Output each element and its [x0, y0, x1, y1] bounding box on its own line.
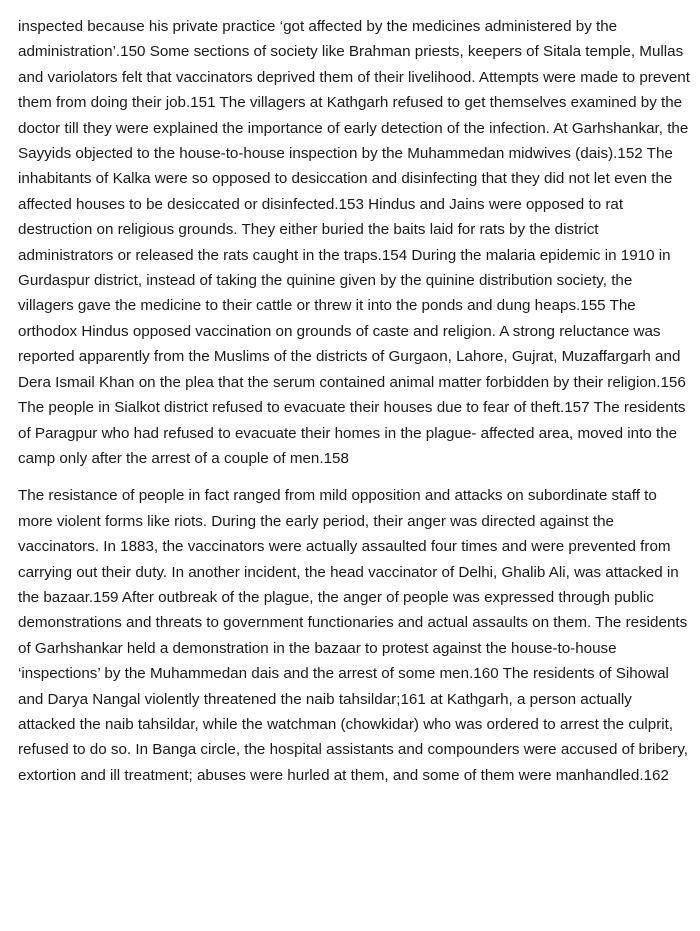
paragraph-1: inspected because his private practice ‘got affected by the medicines administered by the administration’.150 Some sections of society like Brahman priests, keepers of Sitala temple, Mullas and variolators felt that vaccinators deprived them of their livelihood. Attempts were made to prevent them from doing their job.151 The villagers at Kathgarh refused to get themselves examined by the doctor till they were explained the importance of early detection of the infection. At Garhshankar, the Sayyids objected to the house-to-house inspection by the Muhammedan midwives (dais).152 The inhabitants of Kalka were so opposed to desiccation and disinfecting that they did not let even the affected houses to be desiccated or disinfected.153 Hindus and Jains were opposed to rat destruction on religious grounds. They either buried the baits laid for rats by the district administrators or released the rats caught in the traps.154 During the malaria epidemic in 1910 in Gurdaspur district, instead of taking the quinine given by the quinine distribution society, the villagers gave the medicine to their cattle or threw it into the ponds and dung heaps.155 The orthodox Hindus opposed vaccination on grounds of caste and religion. A strong reluctance was reported apparently from the Muslims of the districts of Gurgaon, Lahore, Gujrat, Muzaffargarh and Dera Ismail Khan on the plea that the serum contained animal matter forbidden by their religion.156 The people in Sialkot district refused to evacuate their houses due to fear of theft.157 The residents of Paragpur who had refused to evacuate their homes in the plague- affected area, moved into the camp only after the arrest of a couple of men.158	[18, 18, 690, 467]
document-page	[18, 14, 690, 788]
paragraph-2: The resistance of people in fact ranged from mild opposition and attacks on subordinate staff to more violent forms like riots. During the early period, their anger was directed against the vaccinators. In 1883, the vaccinators were actually assaulted four times and were prevented from carrying out their duty. In another incident, the head vaccinator of Delhi, Ghalib Ali, was attacked in the bazaar.159 After outbreak of the plague, the anger of people was expressed through public demonstrations and threats to government functionaries and actual assaults on them. The residents of Garhshankar held a demonstration in the bazaar to protest against the house-to-house ‘inspections’ by the Muhammedan dais and the arrest of some men.160 The residents of Sihowal and Darya Nangal violently threatened the naib tahsildar;161 at Kathgarh, a person actually attacked the naib tahsildar, while the watchman (chowkidar) who was ordered to arrest the culprit, refused to do so. In Banga circle, the hospital assistants and compounders were accused of bribery, extortion and ill treatment; abuses were hurled at them, and some of them were manhandled.162	[18, 487, 689, 784]
